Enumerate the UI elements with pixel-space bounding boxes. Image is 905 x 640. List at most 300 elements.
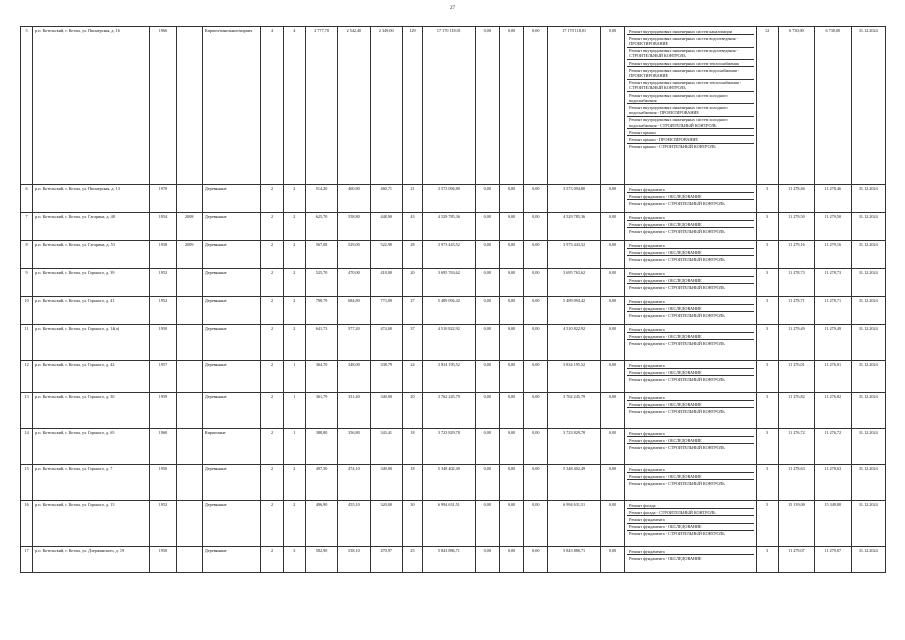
- work-item: Ремонт фундамента - СТРОИТЕЛЬНЫЙ КОНТРОЛЬ: [629, 228, 725, 234]
- program-table: [20, 26, 886, 573]
- work-item: Ремонт фундамента - СТРОИТЕЛЬНЫЙ КОНТРОЛЬ: [629, 256, 725, 262]
- cell-total-area: 388,80: [305, 429, 337, 465]
- cell-f4: 0,00: [600, 393, 624, 429]
- cell-cost-total: 3 723 829,78: [423, 429, 476, 465]
- cell-f3: 0,00: [524, 297, 548, 325]
- works-list: [625, 393, 756, 429]
- cell-f4: 0,00: [600, 465, 624, 501]
- cell-cost-own: 4 529 785,36: [548, 213, 601, 241]
- cell-cost-total: 3 973 443,52: [423, 241, 476, 269]
- cell-area2: 474,00: [370, 325, 402, 361]
- cell-cost-total: 5 348 402,49: [423, 465, 476, 501]
- cell-address: р.п. Котельский, г. Котлы, ул. Пионерская, д. 16: [33, 27, 150, 185]
- cell-reno: [176, 501, 202, 547]
- cell-f3: 0,00: [524, 429, 548, 465]
- works-list: [625, 185, 756, 213]
- cell-residents: 28: [402, 241, 422, 269]
- cell-f2: 0,00: [499, 501, 523, 547]
- cell-n: 7: [21, 213, 33, 241]
- work-item: Ремонт фундамента - СТРОИТЕЛЬНЫЙ КОНТРОЛЬ: [629, 340, 725, 346]
- cell-deadline: 31.12.2024: [851, 269, 886, 297]
- work-item: Ремонт внутридомовых инженерных систем холодного водоснабжения - СТРОИТЕЛЬНЫЙ КОНТРОЛЬ: [627, 117, 753, 129]
- cell-year: 1970: [150, 185, 176, 213]
- page-number: 27: [450, 6, 455, 11]
- cell-reno: [176, 465, 202, 501]
- cell-floors: 2: [261, 241, 283, 269]
- cell-entrances: 2: [283, 325, 305, 361]
- cell-f2: 0,00: [499, 213, 523, 241]
- cell-residents: 20: [402, 269, 422, 297]
- cell-cost-own: 3 573 094,80: [548, 185, 601, 213]
- cell-count: 5: [756, 501, 778, 547]
- cell-year: 1952: [150, 297, 176, 325]
- work-item: Ремонт фундамента: [627, 516, 753, 523]
- cell-residents: 21: [402, 185, 422, 213]
- cell-total-area: 361,79: [305, 393, 337, 429]
- cell-cost-own: 3 723 829,78: [548, 429, 601, 465]
- cell-area2: 349,00: [370, 465, 402, 501]
- works-list: [625, 325, 756, 361]
- cell-address: р.п. Котельский, г. Котлы, ул. Горького, д. 7: [33, 465, 150, 501]
- cell-year: 1950: [150, 547, 176, 573]
- cell-floors: 2: [261, 547, 283, 573]
- cell-f3: 0,00: [524, 361, 548, 393]
- cell-f2: 0,00: [499, 325, 523, 361]
- cell-cost-own: 5 489 094,42: [548, 297, 601, 325]
- cell-material: Деревянные: [202, 185, 261, 213]
- cell-max-cost: 11 279,50: [815, 213, 851, 241]
- cell-cost-total: 17 170 118,01: [423, 27, 476, 185]
- cell-cost-total: 3 762 245,79: [423, 393, 476, 429]
- works-list: [625, 361, 756, 393]
- cell-entrances: 2: [283, 185, 305, 213]
- cell-entrances: 1: [283, 429, 305, 465]
- cell-total-area: 625,70: [305, 213, 337, 241]
- cell-f1: 0,00: [475, 185, 499, 213]
- cell-n: 17: [21, 547, 33, 573]
- cell-material: Деревянные: [202, 325, 261, 361]
- cell-unit-cost: 11 279,49: [778, 325, 814, 361]
- cell-total-area: 364,70: [305, 361, 337, 393]
- cell-area1: 331,40: [338, 393, 370, 429]
- cell-area2: 338,79: [370, 361, 402, 393]
- work-item: Ремонт фундамента: [627, 270, 753, 277]
- table-row: [21, 361, 886, 393]
- cell-reno: [176, 325, 202, 361]
- work-item: Ремонт фундамента - ОБСЛЕДОВАНИЕ: [627, 401, 753, 408]
- cell-deadline: 31.12.2024: [851, 213, 886, 241]
- works-list: [625, 297, 756, 325]
- works-list: [625, 501, 756, 547]
- work-item: Ремонт внутридомовых инженерных систем холодного водоснабжения: [627, 92, 753, 104]
- cell-unit-cost: 11 279,16: [778, 241, 814, 269]
- work-item: Ремонт фундамента - ОБСЛЕДОВАНИЕ: [627, 249, 753, 256]
- cell-f4: 0,00: [600, 297, 624, 325]
- work-item: Ремонт внутридомовых инженерных систем холодного водоснабжения - ПРОЕКТИРОВАНИЕ: [627, 104, 753, 116]
- cell-f4: 0,00: [600, 547, 624, 573]
- work-item: Ремонт фундамента - СТРОИТЕЛЬНЫЙ КОНТРОЛЬ: [629, 480, 725, 486]
- cell-area1: 474,10: [338, 465, 370, 501]
- cell-material: Деревянные: [202, 361, 261, 393]
- cell-reno: 2009: [176, 241, 202, 269]
- cell-deadline: 31.12.2024: [851, 241, 886, 269]
- cell-count: 3: [756, 429, 778, 465]
- cell-f4: 0,00: [600, 185, 624, 213]
- work-item: Ремонт внутридомовых инженерных систем водоотведения - ПРОЕКТИРОВАНИЕ: [627, 35, 753, 47]
- cell-f2: 0,00: [499, 297, 523, 325]
- work-item: Ремонт внутридомовых инженерных систем теплоснабжения: [627, 60, 753, 67]
- cell-area2: 460,71: [370, 185, 402, 213]
- cell-f1: 0,00: [475, 213, 499, 241]
- table-row: [21, 185, 886, 213]
- cell-area2: 773,09: [370, 297, 402, 325]
- cell-unit-cost: 11 278,73: [778, 269, 814, 297]
- cell-count: 3: [756, 361, 778, 393]
- cell-material: Деревянные: [202, 547, 261, 573]
- cell-unit-cost: 15 139,00: [778, 501, 814, 547]
- cell-address: р.п. Котельский, г. Котлы, ул. Горького, д. 65: [33, 429, 150, 465]
- cell-f3: 0,00: [524, 547, 548, 573]
- cell-floors: 2: [261, 269, 283, 297]
- cell-deadline: 31.12.2024: [851, 465, 886, 501]
- cell-max-cost: 11 278,63: [815, 465, 851, 501]
- cell-cost-own: 3 695 763,62: [548, 269, 601, 297]
- cell-total-area: 582,90: [305, 547, 337, 573]
- cell-f2: 0,00: [499, 547, 523, 573]
- work-item: Ремонт фундамента: [627, 186, 753, 193]
- cell-material: Деревянные: [202, 297, 261, 325]
- cell-area1: 470,00: [338, 269, 370, 297]
- work-item: Ремонт фундамента - ОБСЛЕДОВАНИЕ: [627, 369, 753, 376]
- cell-entrances: 2: [283, 297, 305, 325]
- cell-n: 14: [21, 429, 33, 465]
- cell-floors: 2: [261, 501, 283, 547]
- cell-count: 3: [756, 465, 778, 501]
- cell-year: 1952: [150, 501, 176, 547]
- table-row: [21, 547, 886, 573]
- work-item: Ремонт фундамента: [627, 242, 753, 249]
- cell-max-cost: 11 278,46: [815, 185, 851, 213]
- cell-cost-own: 6 994 631,51: [548, 501, 601, 547]
- cell-deadline: 31.12.2024: [851, 185, 886, 213]
- work-item: Ремонт фундамента - ОБСЛЕДОВАНИЕ: [627, 473, 753, 480]
- cell-cost-total: 6 994 631,51: [423, 501, 476, 547]
- cell-deadline: 31.12.2024: [851, 27, 886, 185]
- cell-f3: 0,00: [524, 185, 548, 213]
- cell-count: 12: [756, 27, 778, 185]
- cell-area1: 460,80: [338, 185, 370, 213]
- cell-reno: [176, 27, 202, 185]
- cell-address: р.п. Котельский, г. Котлы, ул. Горького, д. 42: [33, 361, 150, 393]
- cell-residents: 18: [402, 429, 422, 465]
- cell-reno: 2008: [176, 213, 202, 241]
- cell-area1: 538,10: [338, 547, 370, 573]
- cell-unit-cost: 11 276,82: [778, 393, 814, 429]
- cell-cost-own: 4 510 822,92: [548, 325, 601, 361]
- cell-n: 16: [21, 501, 33, 547]
- cell-f1: 0,00: [475, 393, 499, 429]
- cell-unit-cost: 11 276,01: [778, 361, 814, 393]
- cell-residents: 18: [402, 465, 422, 501]
- work-item: Ремонт внутридомовых инженерных систем водоотведения - СТРОИТЕЛЬНЫЙ КОНТРОЛЬ: [627, 48, 753, 60]
- cell-deadline: 31.12.2024: [851, 297, 886, 325]
- work-item: Ремонт фундамента - СТРОИТЕЛЬНЫЙ КОНТРОЛЬ: [629, 376, 725, 382]
- cell-f2: 0,00: [499, 393, 523, 429]
- cell-unit-cost: 11 278,63: [778, 465, 814, 501]
- cell-n: 8: [21, 241, 33, 269]
- cell-deadline: 31.12.2024: [851, 393, 886, 429]
- work-item: Ремонт фундамента: [627, 298, 753, 305]
- cell-floors: 2: [261, 429, 283, 465]
- cell-f3: 0,00: [524, 465, 548, 501]
- cell-material: Деревянные: [202, 465, 261, 501]
- work-item: Ремонт фундамента - СТРОИТЕЛЬНЫЙ КОНТРОЛЬ: [629, 200, 725, 206]
- cell-area1: 529,00: [338, 241, 370, 269]
- cell-f1: 0,00: [475, 297, 499, 325]
- cell-residents: 37: [402, 325, 422, 361]
- cell-area2: 418,00: [370, 269, 402, 297]
- cell-material: Деревянные: [202, 241, 261, 269]
- cell-address: р.п. Котельский, г. Котлы, ул. Гагарина, д. 53: [33, 241, 150, 269]
- cell-area2: 320,00: [370, 501, 402, 547]
- cell-total-area: 497,50: [305, 465, 337, 501]
- cell-cost-total: 3 573 094,80: [423, 185, 476, 213]
- table-row: [21, 27, 886, 185]
- cell-address: р.п. Котельский, г. Котлы, ул. Пионерская, д. 13: [33, 185, 150, 213]
- cell-n: 13: [21, 393, 33, 429]
- cell-year: 1959: [150, 393, 176, 429]
- work-item: Ремонт крыши - ПРОЕКТИРОВАНИЕ: [627, 136, 753, 143]
- cell-f3: 0,00: [524, 213, 548, 241]
- cell-cost-total: 4 529 785,36: [423, 213, 476, 241]
- cell-year: 1954: [150, 213, 176, 241]
- work-item: Ремонт внутридомовых инженерных систем теплоснабжения - СТРОИТЕЛЬНЫЙ КОНТРОЛЬ: [627, 80, 753, 92]
- cell-total-area: 525,70: [305, 269, 337, 297]
- work-item: Ремонт фасада: [627, 502, 753, 509]
- cell-floors: 2: [261, 465, 283, 501]
- cell-reno: [176, 361, 202, 393]
- cell-reno: [176, 429, 202, 465]
- cell-area1: 684,80: [338, 297, 370, 325]
- cell-cost-own: 3 973 443,52: [548, 241, 601, 269]
- cell-year: 1950: [150, 465, 176, 501]
- cell-entrances: 2: [283, 465, 305, 501]
- work-item: Ремонт фундамента: [627, 430, 753, 437]
- works-list: [625, 27, 756, 185]
- cell-year: 1958: [150, 241, 176, 269]
- cell-max-cost: 6 730,00: [815, 27, 851, 185]
- work-item: Ремонт крыши - СТРОИТЕЛЬНЫЙ КОНТРОЛЬ: [629, 144, 716, 150]
- work-item: Ремонт внутридомовых инженерных систем канализации: [627, 28, 753, 35]
- cell-entrances: 2: [283, 269, 305, 297]
- work-item: Ремонт фундамента: [627, 394, 753, 401]
- work-item: Ремонт фундамента - ОБСЛЕДОВАНИЕ: [627, 193, 753, 200]
- cell-f1: 0,00: [475, 361, 499, 393]
- cell-max-cost: 11 279,16: [815, 241, 851, 269]
- cell-material: Кирпичные: [202, 429, 261, 465]
- work-item: Ремонт фундамента: [627, 214, 753, 221]
- cell-max-cost: 15 349,80: [815, 501, 851, 547]
- cell-address: р.п. Котельский, г. Котлы, ул. Гагарина, д. 48: [33, 213, 150, 241]
- cell-area1: 2 542,40: [338, 27, 370, 185]
- cell-f3: 0,00: [524, 241, 548, 269]
- cell-f1: 0,00: [475, 465, 499, 501]
- cell-entrances: 2: [283, 241, 305, 269]
- cell-f2: 0,00: [499, 465, 523, 501]
- cell-deadline: 31.12.2024: [851, 429, 886, 465]
- work-item: Ремонт фундамента - СТРОИТЕЛЬНЫЙ КОНТРОЛЬ: [629, 284, 725, 290]
- cell-f4: 0,00: [600, 27, 624, 185]
- cell-reno: [176, 547, 202, 573]
- cell-f2: 0,00: [499, 429, 523, 465]
- cell-max-cost: 11 276,82: [815, 393, 851, 429]
- cell-cost-total: 3 834 195,52: [423, 361, 476, 393]
- cell-unit-cost: 11 279,07: [778, 547, 814, 573]
- cell-unit-cost: 11 276,72: [778, 429, 814, 465]
- cell-max-cost: 11 279,49: [815, 325, 851, 361]
- cell-deadline: 31.12.2024: [851, 325, 886, 361]
- cell-address: р.п. Котельский, г. Котлы, ул. Горького, д. 30: [33, 393, 150, 429]
- cell-n: 15: [21, 465, 33, 501]
- cell-residents: 43: [402, 213, 422, 241]
- cell-unit-cost: 11 278,71: [778, 297, 814, 325]
- cell-n: 12: [21, 361, 33, 393]
- cell-address: р.п. Котельский, г. Котлы, ул. Дзержинского, д. 19: [33, 547, 150, 573]
- cell-f2: 0,00: [499, 361, 523, 393]
- cell-f1: 0,00: [475, 241, 499, 269]
- cell-reno: [176, 269, 202, 297]
- cell-residents: 25: [402, 547, 422, 573]
- cell-year: 1950: [150, 325, 176, 361]
- works-list: [625, 465, 756, 501]
- cell-floors: 2: [261, 297, 283, 325]
- cell-f3: 0,00: [524, 269, 548, 297]
- cell-cost-own: 5 843 886,71: [548, 547, 601, 573]
- work-item: Ремонт фундамента - ОБСЛЕДОВАНИЕ: [627, 305, 753, 312]
- cell-reno: [176, 297, 202, 325]
- work-item: Ремонт фундамента - ОБСЛЕДОВАНИЕ: [627, 437, 753, 444]
- work-item: Ремонт фундамента - ОБСЛЕДОВАНИЕ: [627, 277, 753, 284]
- cell-n: 11: [21, 325, 33, 361]
- cell-f2: 0,00: [499, 185, 523, 213]
- works-list: [625, 429, 756, 465]
- work-item: Ремонт фундамента: [627, 548, 753, 555]
- table-row: [21, 465, 886, 501]
- table-row: [21, 213, 886, 241]
- works-list: [625, 269, 756, 297]
- cell-max-cost: 11 276,01: [815, 361, 851, 393]
- cell-residents: 30: [402, 501, 422, 547]
- cell-material: Деревянные: [202, 269, 261, 297]
- work-item: Ремонт фундамента - ОБСЛЕДОВАНИЕ: [629, 555, 702, 561]
- cell-unit-cost: 11 279,50: [778, 213, 814, 241]
- cell-max-cost: 11 278,73: [815, 269, 851, 297]
- cell-address: р.п. Котельский, г. Котлы, ул. Горького, д. 14(а): [33, 325, 150, 361]
- cell-cost-own: 3 834 195,52: [548, 361, 601, 393]
- cell-f4: 0,00: [600, 325, 624, 361]
- cell-f1: 0,00: [475, 501, 499, 547]
- works-list: [625, 241, 756, 269]
- table-row: [21, 297, 886, 325]
- cell-max-cost: 11 278,71: [815, 297, 851, 325]
- cell-entrances: 2: [283, 213, 305, 241]
- work-item: Ремонт фундамента: [627, 326, 753, 333]
- cell-f4: 0,00: [600, 361, 624, 393]
- cell-f4: 0,00: [600, 213, 624, 241]
- cell-area1: 356,80: [338, 429, 370, 465]
- cell-reno: [176, 185, 202, 213]
- cell-f2: 0,00: [499, 241, 523, 269]
- cell-count: 3: [756, 393, 778, 429]
- cell-f4: 0,00: [600, 269, 624, 297]
- cell-area2: 448,90: [370, 213, 402, 241]
- cell-cost-own: 3 762 245,79: [548, 393, 601, 429]
- cell-cost-total: 5 843 886,71: [423, 547, 476, 573]
- cell-entrances: 1: [283, 393, 305, 429]
- cell-floors: 2: [261, 213, 283, 241]
- cell-year: 1957: [150, 361, 176, 393]
- cell-material: Кирпич/панельное/кирпич: [202, 27, 261, 185]
- cell-year: 1966: [150, 27, 176, 185]
- work-item: Ремонт фундамента - СТРОИТЕЛЬНЫЙ КОНТРОЛЬ: [629, 531, 725, 537]
- cell-f3: 0,00: [524, 393, 548, 429]
- cell-f4: 0,00: [600, 429, 624, 465]
- cell-total-area: 2 777,70: [305, 27, 337, 185]
- work-item: Ремонт фундамента - ОБСЛЕДОВАНИЕ: [627, 333, 753, 340]
- table-body: [21, 27, 886, 573]
- cell-cost-total: 4 510 822,92: [423, 325, 476, 361]
- cell-area1: 455,10: [338, 501, 370, 547]
- work-item: Ремонт внутридомовых инженерных систем водоснабжения - ПРОЕКТИРОВАНИЕ: [627, 67, 753, 79]
- table-row: [21, 325, 886, 361]
- cell-count: 3: [756, 325, 778, 361]
- cell-cost-total: 5 489 094,42: [423, 297, 476, 325]
- cell-material: Деревянные: [202, 213, 261, 241]
- cell-f2: 0,00: [499, 27, 523, 185]
- cell-unit-cost: 11 278,46: [778, 185, 814, 213]
- cell-area1: 348,00: [338, 361, 370, 393]
- cell-floors: 2: [261, 185, 283, 213]
- work-item: Ремонт фундамента - СТРОИТЕЛЬНЫЙ КОНТРОЛЬ: [629, 444, 725, 450]
- cell-f4: 0,00: [600, 501, 624, 547]
- work-item: Ремонт фундамента - СТРОИТЕЛЬНЫЙ КОНТРОЛЬ: [629, 312, 725, 318]
- cell-count: 3: [756, 547, 778, 573]
- cell-residents: 24: [402, 361, 422, 393]
- cell-cost-own: 5 348 402,49: [548, 465, 601, 501]
- cell-count: 3: [756, 213, 778, 241]
- cell-f1: 0,00: [475, 269, 499, 297]
- cell-address: р.п. Котельский, г. Котлы, ул. Горького, д. 39: [33, 269, 150, 297]
- cell-n: 10: [21, 297, 33, 325]
- cell-area2: 340,00: [370, 393, 402, 429]
- cell-n: 9: [21, 269, 33, 297]
- cell-count: 3: [756, 185, 778, 213]
- cell-cost-own: 17 170 118,01: [548, 27, 601, 185]
- cell-n: 6: [21, 185, 33, 213]
- table-row: [21, 501, 886, 547]
- table-row: [21, 429, 886, 465]
- cell-area2: 2 349,00: [370, 27, 402, 185]
- cell-total-area: 514,20: [305, 185, 337, 213]
- cell-material: Деревянные: [202, 501, 261, 547]
- cell-deadline: 31.12.2024: [851, 501, 886, 547]
- cell-floors: 2: [261, 393, 283, 429]
- cell-entrances: 2: [283, 501, 305, 547]
- works-list: [625, 213, 756, 241]
- cell-area2: 470,97: [370, 547, 402, 573]
- cell-cost-total: 3 695 763,62: [423, 269, 476, 297]
- cell-deadline: 31.12.2024: [851, 547, 886, 573]
